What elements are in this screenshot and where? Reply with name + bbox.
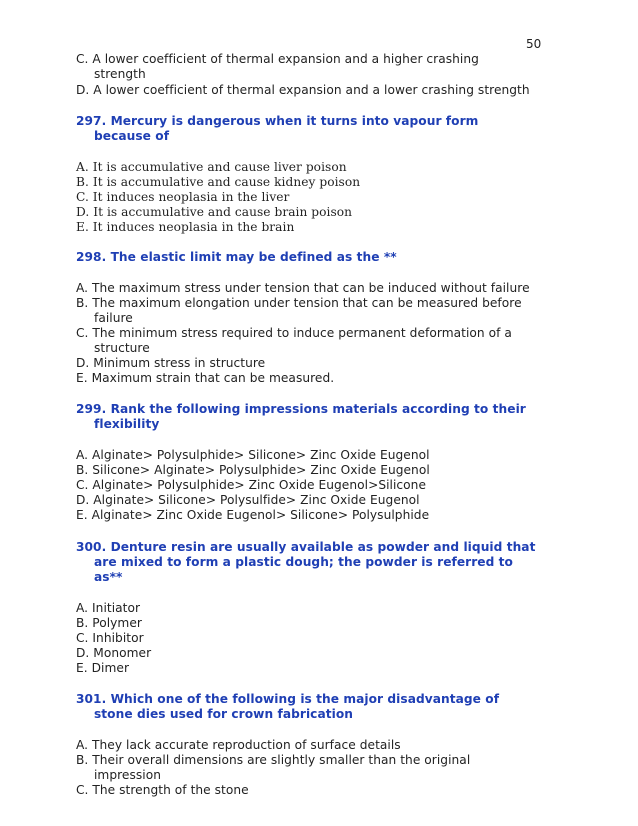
option-text: C. Alginate> Polysulphide> Zinc Oxide Eugenol>Silicone — [76, 478, 427, 492]
option-text: D. Alginate> Silicone> Polysulfide> Zinc Oxide Eugenol — [76, 493, 420, 507]
option-text: D. Minimum stress in structure — [76, 356, 266, 370]
question-text: 298. The elastic limit may be defined as the ** — [76, 250, 397, 264]
option-text: C. Inhibitor — [76, 631, 144, 645]
option-text: D. A lower coefficient of thermal expansion and a lower crashing strength — [76, 83, 530, 97]
option-text: C. A lower coefficient of thermal expansion and a higher crashing — [76, 52, 479, 66]
option-text: E. Dimer — [76, 661, 130, 675]
option-text: D. Monomer — [76, 646, 152, 660]
option-text: impression — [94, 768, 162, 782]
question-text: 297. Mercury is dangerous when it turns into vapour form — [76, 114, 479, 128]
option-text: failure — [94, 311, 133, 325]
option-text: B. It is accumulative and cause kidney poison — [76, 175, 361, 189]
option-text: E. Alginate> Zinc Oxide Eugenol> Silicone> Polysulphide — [76, 508, 430, 522]
question-text: 299. Rank the following impressions materials according to their — [76, 402, 526, 416]
option-text: A. It is accumulative and cause liver poison — [76, 160, 347, 174]
option-text: B. Their overall dimensions are slightly smaller than the original — [76, 753, 471, 767]
option-text: B. The maximum elongation under tension that can be measured before — [76, 296, 522, 310]
option-text: A. They lack accurate reproduction of surface details — [76, 738, 401, 752]
option-text: D. It is accumulative and cause brain poison — [76, 205, 353, 219]
question-text: 300. Denture resin are usually available as powder and liquid that — [76, 540, 536, 554]
option-text: E. Maximum strain that can be measured. — [76, 371, 335, 385]
option-text: A. Alginate> Polysulphide> Silicone> Zinc Oxide Eugenol — [76, 448, 430, 462]
question-text: are mixed to form a plastic dough; the powder is referred to — [94, 555, 513, 569]
option-text: A. The maximum stress under tension that can be induced without failure — [76, 281, 530, 295]
question-text: flexibility — [94, 417, 160, 431]
option-text: C. It induces neoplasia in the liver — [76, 190, 290, 204]
option-text: A. Initiator — [76, 601, 141, 615]
option-text: C. The minimum stress required to induce permanent deformation of a — [76, 326, 512, 340]
option-text: structure — [94, 341, 150, 355]
option-text: C. The strength of the stone — [76, 783, 249, 797]
option-text: E. It induces neoplasia in the brain — [76, 220, 295, 234]
option-text: B. Polymer — [76, 616, 142, 630]
question-text: as** — [94, 570, 123, 584]
option-text: strength — [94, 67, 146, 81]
question-text: 301. Which one of the following is the major disadvantage of — [76, 692, 500, 706]
question-text: because of — [94, 129, 170, 143]
page-number: 50 — [526, 37, 542, 51]
question-text: stone dies used for crown fabrication — [94, 707, 353, 721]
option-text: B. Silicone> Alginate> Polysulphide> Zinc Oxide Eugenol — [76, 463, 430, 477]
